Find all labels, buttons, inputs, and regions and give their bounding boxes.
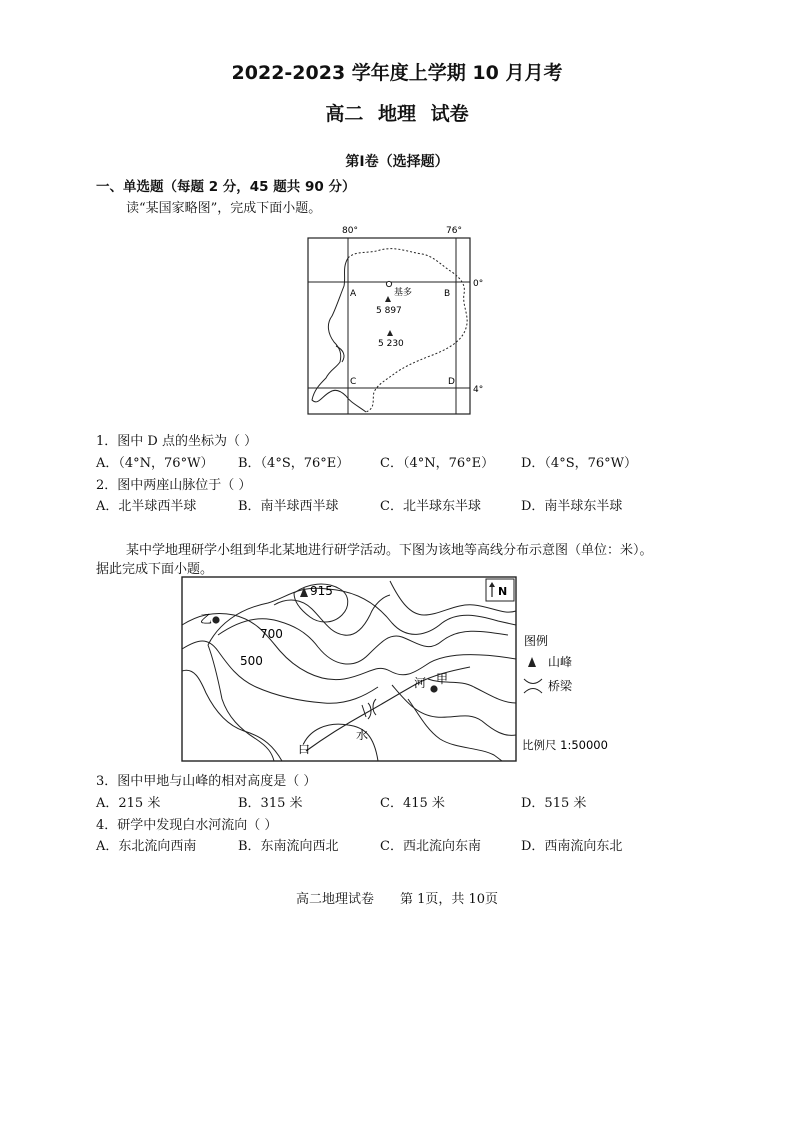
peak-height-2: 5 230 [378, 339, 404, 349]
q3-option-c[interactable]: C．415 米 [380, 796, 445, 811]
q2-option-c[interactable]: C．北半球东半球 [380, 499, 481, 514]
q1-option-c[interactable]: C．（4°N，76°E） [380, 456, 495, 471]
contour-label-500: 500 [240, 654, 263, 668]
contour-line [274, 595, 390, 635]
q4-option-b[interactable]: B．东南流向西北 [238, 839, 339, 854]
north-label: N [498, 585, 508, 598]
q3-option-b[interactable]: B．315 米 [238, 796, 303, 811]
q2-option-d[interactable]: D．南半球东半球 [521, 499, 623, 514]
river-char-shui: 水 [356, 728, 369, 742]
peak-icon [387, 330, 393, 336]
legend-peak-label: 山峰 [548, 655, 573, 669]
q1-option-a[interactable]: A．（4°N，76°W） [96, 456, 214, 471]
question-2-stem: 2．图中两座山脉位于（ ） [96, 478, 252, 493]
q3-option-d[interactable]: D．515 米 [521, 796, 587, 811]
contour-label-700: 700 [260, 627, 283, 641]
place-yi-marker [212, 616, 219, 623]
point-b: B [444, 289, 451, 299]
country-sketch-map [296, 220, 496, 420]
lon-label-76: 76° [446, 226, 462, 236]
contour-line [392, 685, 516, 735]
coastline [312, 258, 366, 412]
q4-option-d[interactable]: D．西南流向东北 [521, 839, 623, 854]
point-d: D [448, 377, 455, 387]
city-label: 基多 [394, 288, 413, 298]
question-4-stem: 4．研学中发现白水河流向（ ） [96, 818, 278, 833]
group2-intro-line2: 据此完成下面小题。 [96, 562, 214, 577]
peak-icon [385, 296, 391, 302]
q1-option-b[interactable]: B．（4°S，76°E） [238, 456, 350, 471]
scale-label: 比例尺 1:50000 [522, 738, 608, 752]
country-border [348, 249, 467, 412]
point-a: A [350, 289, 357, 299]
q1-option-d[interactable]: D．（4°S，76°W） [521, 456, 638, 471]
section-heading: 一、单选题（每题 2 分，45 题共 90 分） [96, 179, 356, 195]
peak-height-1: 5 897 [376, 306, 402, 316]
city-marker [386, 281, 391, 286]
q2-option-b[interactable]: B．南半球西半球 [238, 499, 339, 514]
q4-option-c[interactable]: C．西北流向东南 [380, 839, 481, 854]
q2-option-a[interactable]: A．北半球西半球 [96, 499, 197, 514]
peak-height-label: 915 [310, 584, 333, 598]
legend-peak-icon [528, 657, 536, 667]
point-c: C [350, 377, 357, 387]
place-jia-label: 甲 [436, 672, 449, 686]
river-char-bai: 白 [298, 742, 311, 756]
question-3-stem: 3．图中甲地与山峰的相对高度是（ ） [96, 774, 317, 789]
q3-option-a[interactable]: A．215 米 [96, 796, 161, 811]
place-jia-marker [430, 685, 437, 692]
contour-line [408, 699, 502, 761]
lat-label-4: 4° [473, 385, 484, 395]
contour-line [208, 588, 516, 645]
river-char-he: 河 [414, 676, 427, 690]
legend-bridge-icon [524, 679, 542, 684]
page-footer: 高二地理试卷 第 1页，共 10页 [295, 892, 499, 907]
contour-map [178, 575, 618, 765]
legend-title: 图例 [524, 634, 549, 648]
exam-title: 2022-2023 学年度上学期 10 月月考 [231, 62, 563, 84]
volume-heading: 第Ⅰ卷（选择题） [345, 154, 449, 170]
lat-label-0: 0° [473, 279, 484, 289]
legend-bridge-label: 桥梁 [548, 679, 573, 693]
exam-subtitle: 高二 地理 试卷 [325, 103, 469, 125]
group2-intro-line1: 某中学地理研学小组到华北某地进行研学活动。下图为该地等高线分布示意图（单位：米）。 [126, 543, 653, 558]
group1-intro: 读“某国家略图”，完成下面小题。 [126, 201, 322, 216]
lon-label-80: 80° [342, 226, 358, 236]
question-1-stem: 1．图中 D 点的坐标为（ ） [96, 434, 258, 449]
q4-option-a[interactable]: A．东北流向西南 [96, 839, 197, 854]
place-yi-label: 乙 [200, 612, 213, 626]
